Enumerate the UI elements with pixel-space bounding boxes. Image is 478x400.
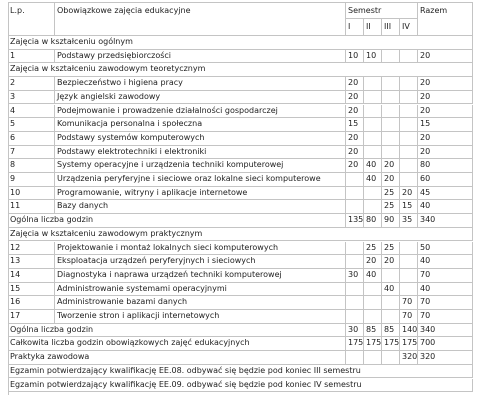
section-row: Egzamin potwierdzający kwalifikację EE.08. odbywać się będzie pod koniec III semestru	[8, 365, 473, 379]
row-subject: Administrowanie bazami danych	[55, 296, 346, 310]
row-semester-2-hours: 40	[364, 269, 382, 283]
summary-semester-4-hours: 320	[400, 351, 418, 365]
row-number: 10	[8, 187, 55, 201]
row-semester-2-hours: 20	[364, 255, 382, 269]
row-semester-2-hours	[364, 283, 382, 297]
row-subject: Urządzenia peryferyjne i sieciowe oraz lokalne sieci komputerowe	[55, 173, 346, 187]
header-lp: L.p.	[8, 2, 55, 36]
curriculum-table	[8, 2, 473, 395]
row-number: 2	[8, 77, 55, 91]
row-semester-2-hours	[364, 296, 382, 310]
row-semester-2-hours: 40	[364, 159, 382, 173]
row-number: 7	[8, 146, 55, 160]
header-semester-3: III	[382, 19, 400, 36]
row-semester-4-hours: 70	[400, 296, 418, 310]
row-number: 1	[8, 50, 55, 64]
row-semester-2-hours	[364, 310, 382, 324]
row-semester-1-hours	[346, 255, 364, 269]
row-semester-1-hours	[346, 187, 364, 201]
row-semester-3-hours	[382, 310, 400, 324]
row-semester-4-hours	[400, 91, 418, 105]
row-total-hours: 45	[418, 187, 473, 201]
row-number: 12	[8, 242, 55, 256]
row-semester-3-hours	[382, 91, 400, 105]
row-semester-1-hours	[346, 310, 364, 324]
row-semester-1-hours: 10	[346, 50, 364, 64]
row-subject: Podejmowanie i prowadzenie działalności gospodarczej	[55, 105, 346, 119]
row-number: 11	[8, 200, 55, 214]
row-semester-3-hours: 25	[382, 200, 400, 214]
row-number: 4	[8, 105, 55, 119]
row-semester-3-hours: 20	[382, 159, 400, 173]
row-semester-2-hours	[364, 105, 382, 119]
summary-label: Całkowita liczba godzin obowiązkowych zajęć edukacyjnych	[8, 337, 346, 351]
row-total-hours: 40	[418, 255, 473, 269]
row-semester-3-hours	[382, 296, 400, 310]
row-subject: Bezpieczeństwo i higiena pracy	[55, 77, 346, 91]
summary-semester-2-hours: 85	[364, 324, 382, 338]
summary-total-hours: 340	[418, 324, 473, 338]
row-semester-1-hours: 20	[346, 132, 364, 146]
summary-semester-1-hours: 175	[346, 337, 364, 351]
row-semester-1-hours: 20	[346, 105, 364, 119]
summary-semester-2-hours: 80	[364, 214, 382, 228]
summary-label: Ogólna liczba godzin	[8, 214, 346, 228]
row-total-hours: 70	[418, 310, 473, 324]
row-semester-1-hours	[346, 242, 364, 256]
row-semester-4-hours	[400, 283, 418, 297]
summary-semester-3-hours: 85	[382, 324, 400, 338]
row-subject: Komunikacja personalna i społeczna	[55, 118, 346, 132]
row-total-hours: 20	[418, 77, 473, 91]
row-semester-4-hours	[400, 146, 418, 160]
row-number: 3	[8, 91, 55, 105]
section-row: Egzamin potwierdzający kwalifikację EE.09. odbywać się będzie pod koniec IV semestru	[8, 379, 473, 393]
row-total-hours: 70	[418, 296, 473, 310]
row-subject: Podstawy elektrotechniki i elektroniki	[55, 146, 346, 160]
row-number: 15	[8, 283, 55, 297]
row-semester-2-hours	[364, 118, 382, 132]
row-semester-4-hours: 70	[400, 310, 418, 324]
row-total-hours: 40	[418, 200, 473, 214]
row-number: 9	[8, 173, 55, 187]
row-semester-3-hours	[382, 269, 400, 283]
row-number: 6	[8, 132, 55, 146]
summary-total-hours: 340	[418, 214, 473, 228]
row-subject: Język angielski zawodowy	[55, 91, 346, 105]
row-semester-3-hours	[382, 50, 400, 64]
row-number: 14	[8, 269, 55, 283]
row-semester-1-hours: 20	[346, 146, 364, 160]
row-number: 5	[8, 118, 55, 132]
row-subject: Eksploatacja urządzeń peryferyjnych i sieciowych	[55, 255, 346, 269]
row-semester-2-hours: 40	[364, 173, 382, 187]
summary-label: Praktyka zawodowa	[8, 351, 346, 365]
row-semester-2-hours	[364, 146, 382, 160]
row-subject: Podstawy systemów komputerowych	[55, 132, 346, 146]
row-semester-2-hours	[364, 187, 382, 201]
row-semester-3-hours: 40	[382, 283, 400, 297]
row-total-hours: 20	[418, 105, 473, 119]
summary-semester-1-hours	[346, 351, 364, 365]
row-semester-1-hours: 30	[346, 269, 364, 283]
row-semester-1-hours: 20	[346, 77, 364, 91]
row-subject: Podstawy przedsiębiorczości	[55, 50, 346, 64]
row-semester-2-hours	[364, 77, 382, 91]
row-semester-4-hours: 15	[400, 200, 418, 214]
row-semester-1-hours: 15	[346, 118, 364, 132]
row-number: 17	[8, 310, 55, 324]
row-total-hours: 20	[418, 50, 473, 64]
row-subject: Programowanie, witryny i aplikacje internetowe	[55, 187, 346, 201]
summary-semester-3-hours: 90	[382, 214, 400, 228]
row-subject: Administrowanie systemami operacyjnymi	[55, 283, 346, 297]
summary-semester-1-hours: 135	[346, 214, 364, 228]
row-semester-4-hours	[400, 105, 418, 119]
row-semester-3-hours: 20	[382, 173, 400, 187]
row-subject: Systemy operacyjne i urządzenia techniki komputerowej	[55, 159, 346, 173]
row-semester-3-hours	[382, 146, 400, 160]
row-total-hours: 20	[418, 91, 473, 105]
row-semester-1-hours	[346, 200, 364, 214]
header-semester: Semestr	[346, 2, 418, 19]
row-total-hours: 40	[418, 283, 473, 297]
summary-total-hours: 320	[418, 351, 473, 365]
header-subject: Obowiązkowe zajęcia edukacyjne	[55, 2, 346, 36]
row-subject: Projektowanie i montaż lokalnych sieci komputerowych	[55, 242, 346, 256]
section-row: Zajęcia w kształceniu zawodowym teoretycznym	[8, 63, 473, 77]
row-semester-1-hours	[346, 173, 364, 187]
row-subject: Tworzenie stron i aplikacji internetowych	[55, 310, 346, 324]
row-total-hours: 50	[418, 242, 473, 256]
row-total-hours: 80	[418, 159, 473, 173]
row-semester-4-hours	[400, 50, 418, 64]
row-number: 16	[8, 296, 55, 310]
row-semester-2-hours	[364, 200, 382, 214]
row-semester-2-hours	[364, 132, 382, 146]
row-total-hours: 15	[418, 118, 473, 132]
row-semester-4-hours	[400, 269, 418, 283]
row-semester-4-hours	[400, 242, 418, 256]
row-semester-1-hours	[346, 283, 364, 297]
row-subject: Bazy danych	[55, 200, 346, 214]
row-semester-2-hours	[364, 91, 382, 105]
summary-semester-2-hours	[364, 351, 382, 365]
row-total-hours: 20	[418, 132, 473, 146]
row-total-hours: 70	[418, 269, 473, 283]
row-semester-4-hours	[400, 255, 418, 269]
row-semester-4-hours	[400, 132, 418, 146]
section-row: Zajęcia w kształceniu ogólnym	[8, 36, 473, 50]
header-total: Razem	[418, 2, 473, 36]
header-semester-4: IV	[400, 19, 418, 36]
row-semester-4-hours	[400, 159, 418, 173]
summary-semester-2-hours: 175	[364, 337, 382, 351]
summary-label: Ogólna liczba godzin	[8, 324, 346, 338]
row-number: 8	[8, 159, 55, 173]
row-semester-2-hours: 25	[364, 242, 382, 256]
row-semester-4-hours	[400, 173, 418, 187]
row-total-hours: 20	[418, 146, 473, 160]
row-semester-3-hours	[382, 132, 400, 146]
row-semester-2-hours: 10	[364, 50, 382, 64]
row-number: 13	[8, 255, 55, 269]
summary-semester-3-hours: 175	[382, 337, 400, 351]
row-semester-4-hours	[400, 118, 418, 132]
row-semester-4-hours	[400, 77, 418, 91]
row-total-hours: 60	[418, 173, 473, 187]
row-semester-3-hours	[382, 77, 400, 91]
summary-semester-4-hours: 175	[400, 337, 418, 351]
section-row: Zajęcia w kształceniu zawodowym praktycznym	[8, 228, 473, 242]
summary-semester-4-hours: 140	[400, 324, 418, 338]
summary-semester-3-hours	[382, 351, 400, 365]
header-semester-1: I	[346, 19, 364, 36]
row-semester-3-hours: 25	[382, 187, 400, 201]
row-semester-3-hours: 25	[382, 242, 400, 256]
row-semester-1-hours	[346, 296, 364, 310]
summary-total-hours: 700	[418, 337, 473, 351]
row-semester-4-hours: 20	[400, 187, 418, 201]
summary-semester-1-hours: 30	[346, 324, 364, 338]
header-semester-2: II	[364, 19, 382, 36]
summary-semester-4-hours: 35	[400, 214, 418, 228]
row-semester-1-hours: 20	[346, 159, 364, 173]
row-semester-1-hours: 20	[346, 91, 364, 105]
row-subject: Diagnostyka i naprawa urządzeń techniki komputerowej	[55, 269, 346, 283]
row-semester-3-hours: 20	[382, 255, 400, 269]
row-semester-3-hours	[382, 118, 400, 132]
row-semester-3-hours	[382, 105, 400, 119]
